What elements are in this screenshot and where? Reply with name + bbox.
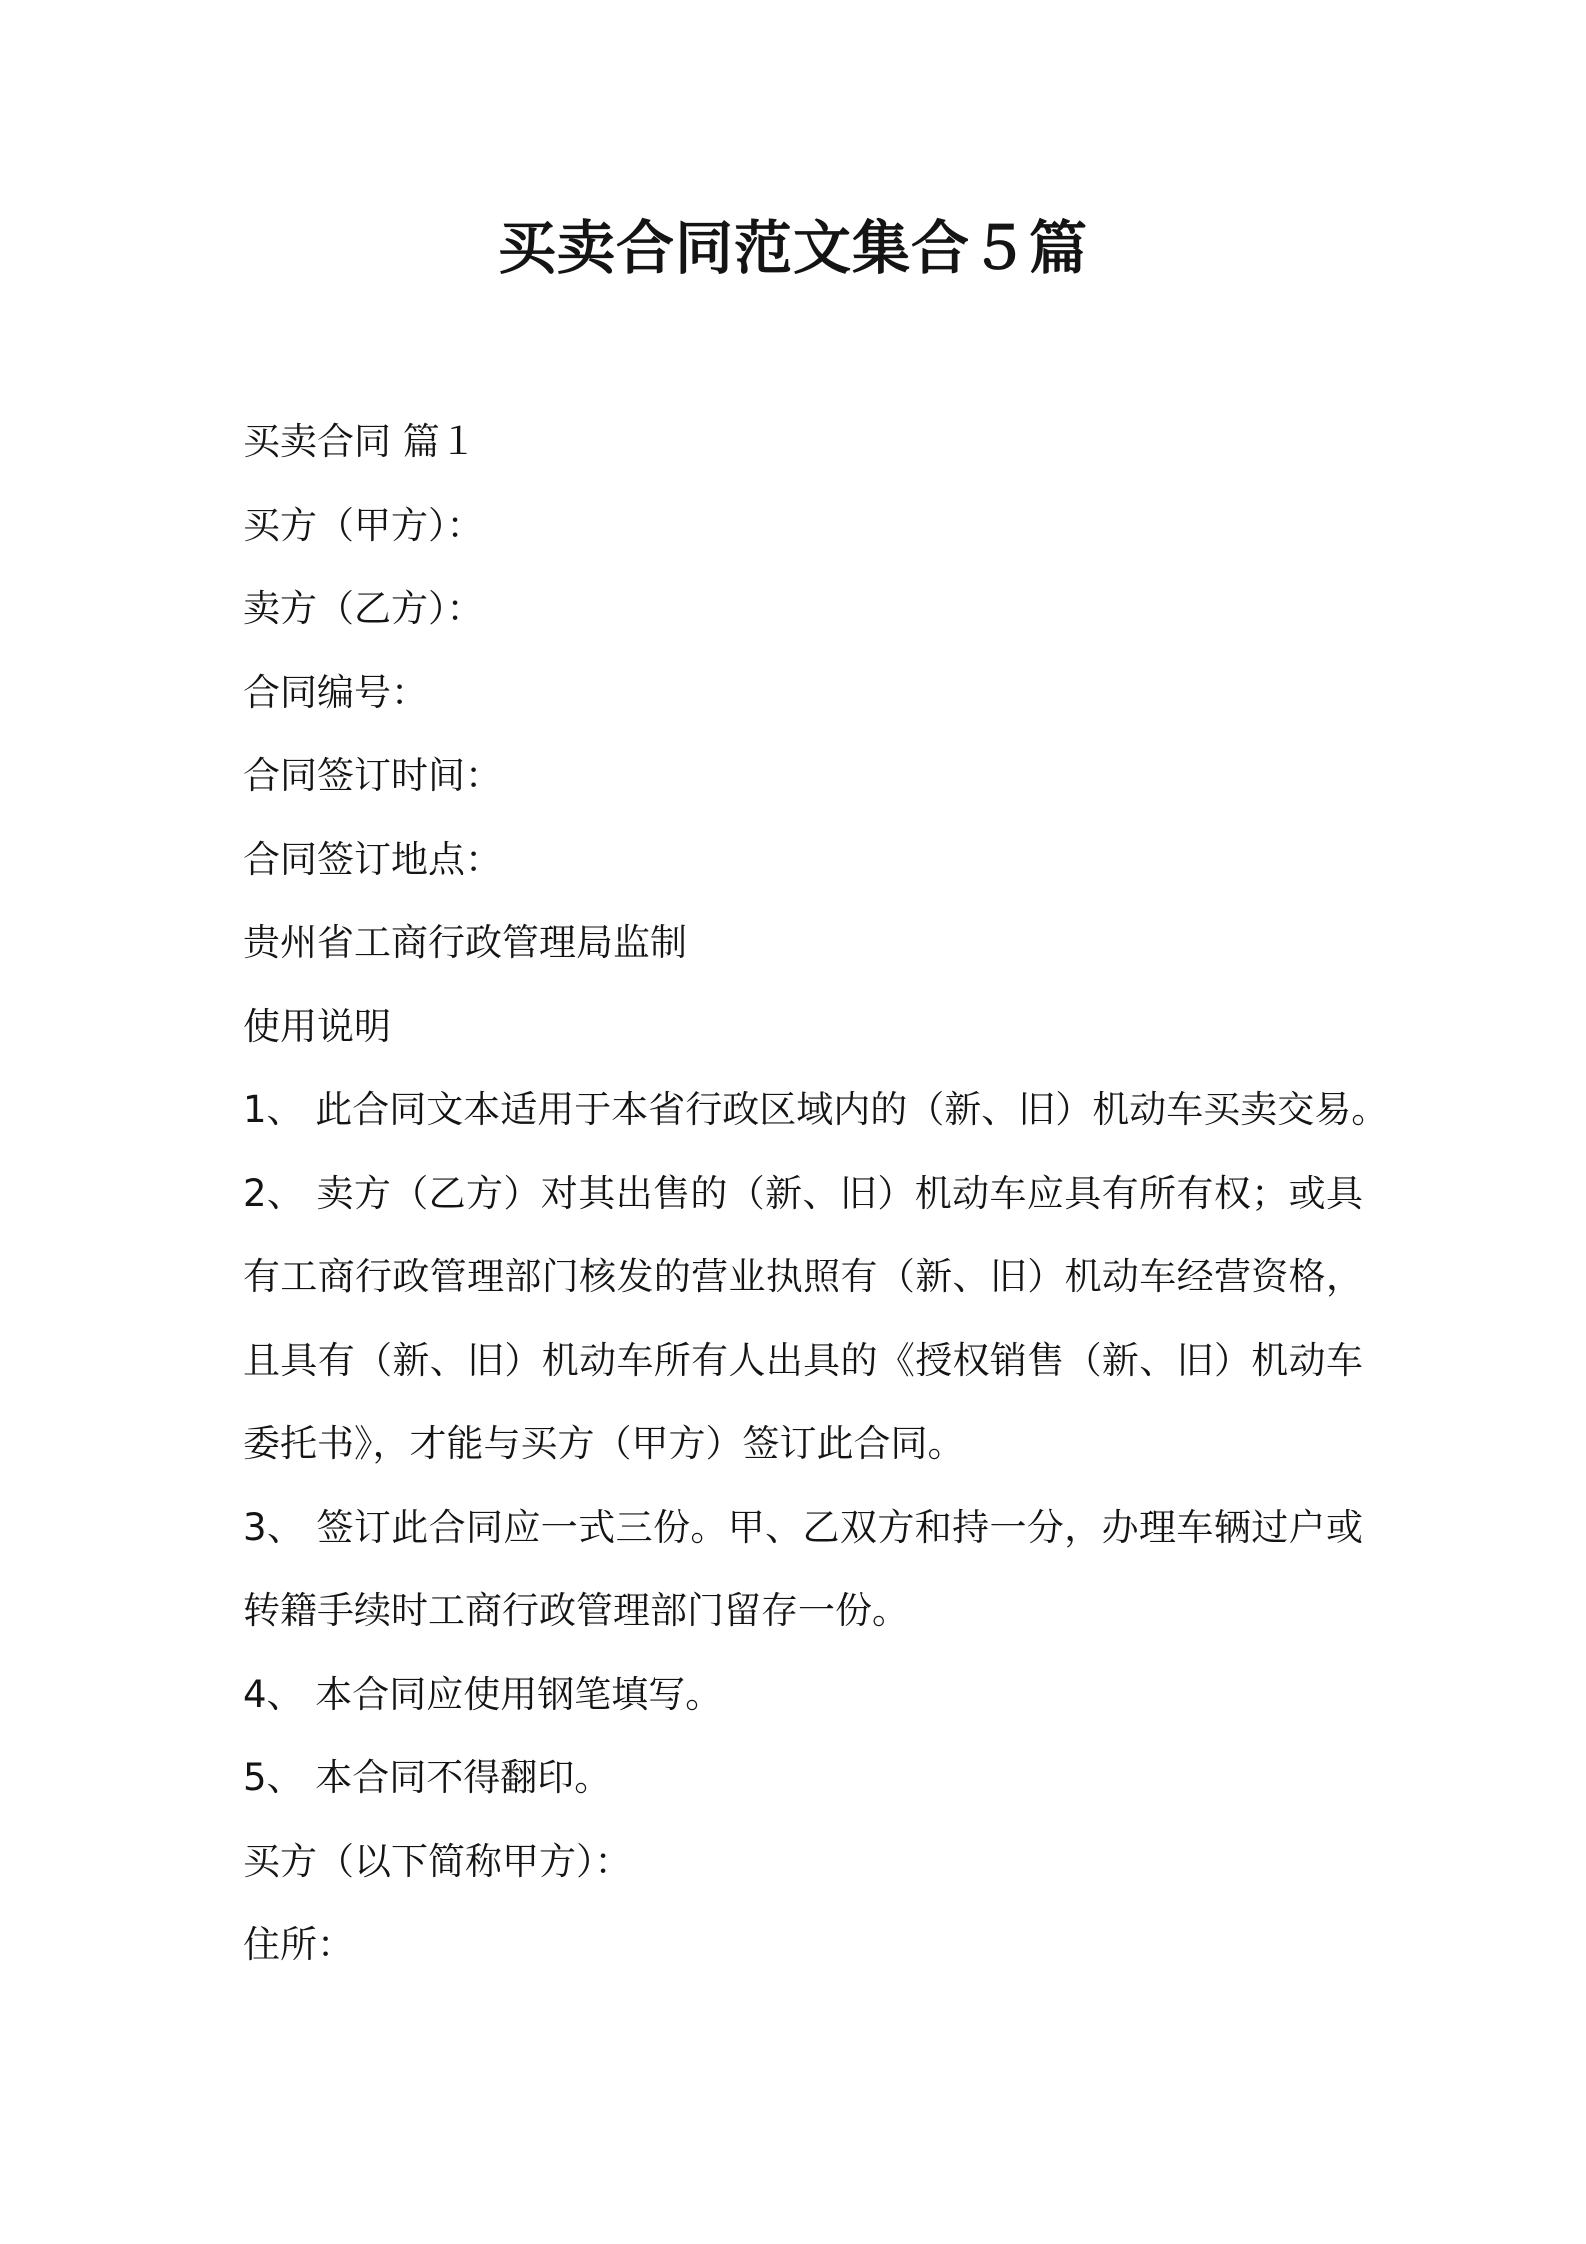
usage-instructions-heading: 使用说明 bbox=[243, 1004, 391, 1048]
instruction-item-4: 4、 本合同应使用钢笔填写。 bbox=[243, 1672, 723, 1716]
document-body bbox=[243, 400, 1389, 1987]
buyer-line: 买方（甲方）： bbox=[243, 503, 484, 547]
section-heading: 买卖合同 篇１ bbox=[243, 420, 477, 463]
address-line: 住所： bbox=[243, 1923, 354, 1966]
buyer-short-name-line: 买方（以下简称甲方）： bbox=[243, 1839, 632, 1883]
instruction-item-3-line-1: 3、 签订此合同应一式三份。甲、乙双方和持一分，办理车辆过户或 bbox=[243, 1505, 1363, 1549]
instruction-item-5: 5、 本合同不得翻印。 bbox=[243, 1756, 612, 1799]
document-title: 买卖合同范文集合５篇 bbox=[497, 214, 1088, 282]
instruction-item-1: 1、 此合同文本适用于本省行政区域内的（新、旧）机动车买卖交易。 bbox=[243, 1088, 1389, 1131]
seller-line: 卖方（乙方）： bbox=[243, 587, 484, 630]
instruction-item-2-line-3: 且具有（新、旧）机动车所有人出具的《授权销售（新、旧）机动车 bbox=[243, 1338, 1363, 1382]
signing-time-line: 合同签订时间： bbox=[243, 754, 502, 797]
signing-place-line: 合同签订地点： bbox=[243, 837, 502, 881]
instruction-item-3-line-2: 转籍手续时工商行政管理部门留存一份。 bbox=[243, 1589, 909, 1632]
instruction-item-2-line-1: 2、 卖方（乙方）对其出售的（新、旧）机动车应具有所有权；或具 bbox=[243, 1171, 1363, 1215]
supervisor-line: 贵州省工商行政管理局监制 bbox=[243, 921, 687, 964]
contract-number-line: 合同编号： bbox=[243, 670, 428, 714]
instruction-item-2-line-2: 有工商行政管理部门核发的营业执照有（新、旧）机动车经营资格， bbox=[243, 1255, 1363, 1298]
instruction-item-2-line-4: 委托书》，才能与买方（甲方）签订此合同。 bbox=[243, 1422, 965, 1465]
